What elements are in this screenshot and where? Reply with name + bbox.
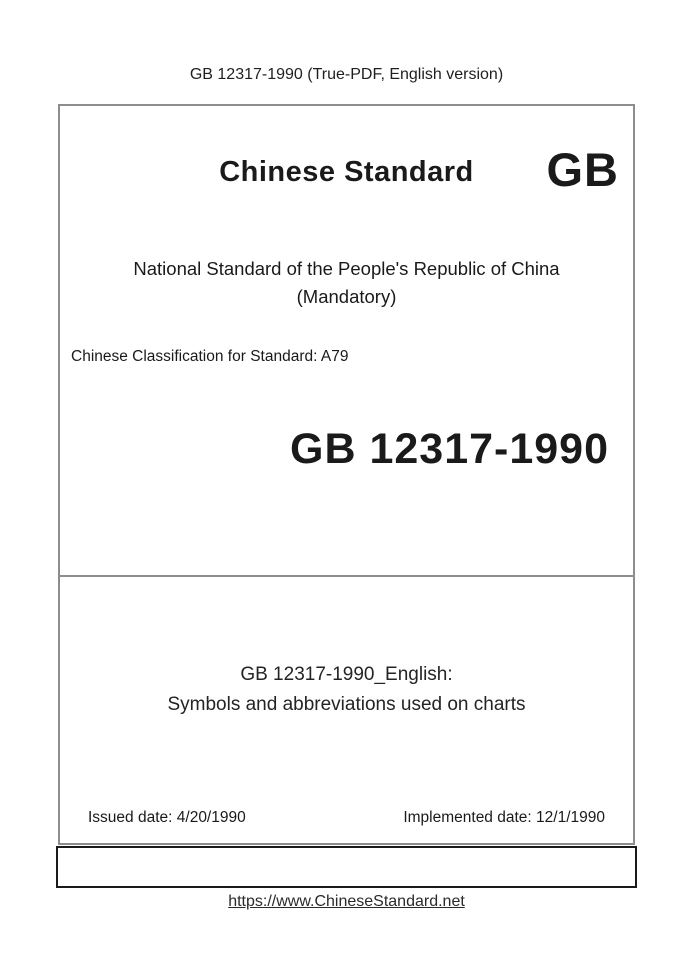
implemented-date-value: 12/1/1990 <box>536 809 605 826</box>
footer-empty-box <box>56 846 637 888</box>
english-title-line1: GB 12317-1990_English: <box>240 664 453 685</box>
standard-number: GB 12317-1990 <box>290 425 609 473</box>
national-standard-line: National Standard of the People's Republic of China <box>133 258 560 279</box>
footer-url-link[interactable]: https://www.ChineseStandard.net <box>228 893 465 910</box>
english-title-line2: Symbols and abbreviations used on charts <box>167 694 526 715</box>
issued-date-value: 4/20/1990 <box>176 809 246 826</box>
page-header-title: GB 12317-1990 (True-PDF, English version) <box>189 66 504 83</box>
section-divider <box>60 575 633 577</box>
issued-date <box>88 810 246 826</box>
implemented-date <box>403 810 605 826</box>
dates-row <box>88 810 605 826</box>
cover-box <box>58 104 635 845</box>
gb-logo: GB <box>546 143 619 196</box>
mandatory-line: (Mandatory) <box>296 286 397 307</box>
english-title-block <box>60 660 633 720</box>
classification-line: Chinese Classification for Standard: A79 <box>71 348 349 365</box>
implemented-date-label: Implemented date: <box>403 809 532 826</box>
issued-date-label: Issued date: <box>88 809 173 826</box>
brand-title: Chinese Standard <box>219 156 474 188</box>
footer-link-wrap <box>0 893 693 911</box>
